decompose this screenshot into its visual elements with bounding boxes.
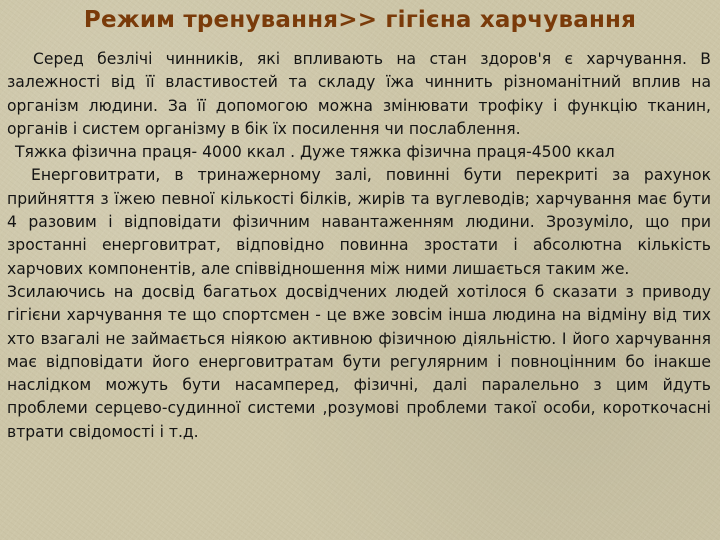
slide-title: Режим тренування>> гігієна харчування: [83, 7, 637, 33]
paragraph-nutrition-intro: Серед безлічі чинників, які впливають на стан здоров'я є харчування. В залежності від її властивостей та складу їжа чиннить різноманітний вплив на організм людини. За її допомогою можна змінювати трофіку і функцію тканин, органів і систем організму в бік їх посилення чи послаблення.: [7, 50, 711, 138]
paragraph-calorie-norms: Тяжка фізична праця- 4000 ккал . Дуже тяжка фізична праця-4500 ккал: [15, 143, 615, 162]
paragraph-gym-energy: Енерговитрати, в тринажерному залі, повинні бути перекриті за рахунок прийняття з їжею певної кількості білків, жирів та вуглеводів; харчування має бути 4 разовим і відповідати фізичним навантаженням людини. Зрозуміло, що при зростанні енерговитрат, відповідно повинна зростати і абсолютна кількість харчових компонентів, але співвідношення між ними лишається таким же.: [7, 166, 711, 278]
slide-body: [7, 48, 711, 540]
paragraph-athlete-hygiene: Зсилаючись на досвід багатьох досвідчених людей хотілося б сказати з приводу гігієни харчування те що спортсмен - це вже зовсім інша людина на відміну від тих хто взагалі не займається ніякою активною фізичною діяльністю. І його харчування має відповідати його енерговитратам бути регулярним і повноцінним бо інакше наслідком можуть бути насамперед, фізичні, далі паралельно з цим йдуть проблеми серцево-судинної системи ,розумові проблеми такої особи, короткочасні втрати свідомості і т.д.: [7, 282, 711, 441]
